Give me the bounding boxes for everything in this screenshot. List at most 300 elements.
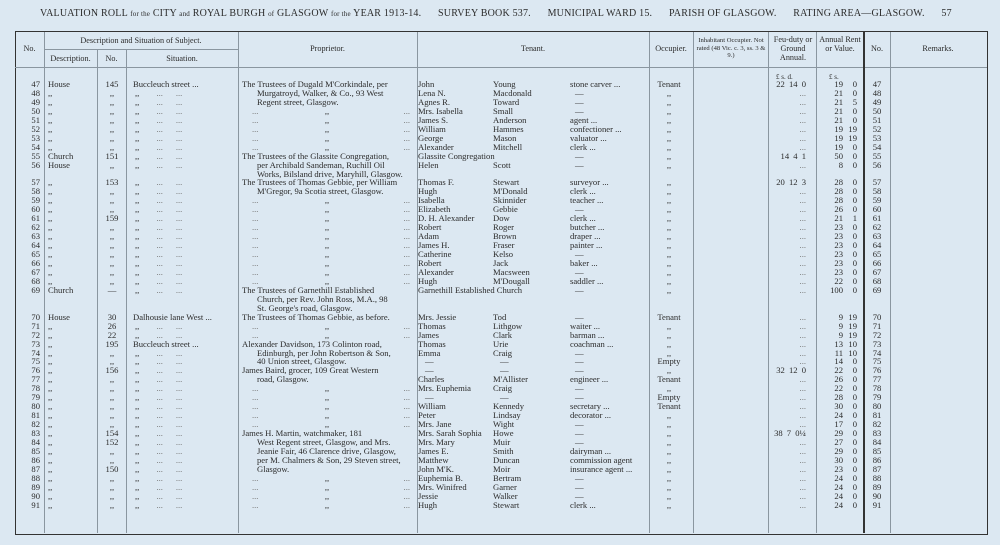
situation: ,, ... [135,357,175,366]
description: ,, [48,195,53,206]
occupier: ,, [666,383,672,394]
proprietor: per Archibald Sandeman, Ruchill Oil [257,159,385,170]
header-description-group: Description and Situation of Subject. [80,36,202,45]
street-number: ,, [109,186,115,197]
street-number: ,, [109,490,115,501]
feu-duty: ... [799,186,806,197]
tenant-surname: M'Dougall [493,275,530,286]
proprietor: ... ,, ... [242,268,412,277]
rent-pounds: 100 [830,284,843,295]
feu-duty: ... [799,374,806,385]
proprietor: James H. Martin, watchmaker, 181 [242,428,363,439]
tenant-surname: Craig [493,383,513,394]
entry-no-right: 87 [872,463,882,474]
entry-no: 62 [31,222,40,233]
tenant-first-name: Alexander [418,266,454,277]
entry-no: 52 [31,123,40,134]
tenant-surname: Young [493,79,516,89]
situation: ,, ... [135,152,175,161]
entry-no-right: 57 [872,177,882,188]
street-number: 153 [105,177,119,188]
situation: ,, ... [135,196,175,205]
tenant-surname: Mason [493,132,517,143]
rent-shillings: 0 [852,249,857,260]
entry-no: 80 [31,401,40,412]
situation: ,, ... [135,456,175,465]
tenant-surname: — [500,356,509,367]
proprietor: ... ,, ... [242,107,412,116]
rent-pounds: 23 [834,258,843,268]
description: House [48,79,70,89]
occupier: ,, [666,320,672,331]
feu-duty: ... [799,222,806,233]
proprietor: ... ,, ... [242,331,412,340]
rent-pounds: 22 [834,365,843,376]
tenant-first-name: Charles [418,374,445,385]
situation: ,, ... [135,331,175,340]
feu-duty: ... [799,204,806,215]
proprietor: ... ,, ... [242,125,412,134]
situation: ,, ... [135,322,175,331]
entry-no-right: 47 [872,79,882,89]
rent-shillings: 0 [852,159,857,170]
occupier: ,, [666,266,672,277]
tenant-first-name: George [418,132,444,143]
header-inhabitant-occupier: Inhabitant Occupier. Not rated (48 Vic. c. 3, ss. 3 & 9.) [696,37,766,59]
occupier: ,, [666,338,672,349]
description: ,, [48,240,53,251]
entry-no: 64 [31,240,40,251]
description: ,, [48,177,53,188]
street-number: 145 [105,79,119,89]
entry-no: 76 [31,365,40,376]
situation: ,, ... [135,366,175,375]
rent-pounds: 23 [834,249,843,260]
feu-duty: 38 7 0¼ [774,428,806,439]
rent-shillings: 0 [852,195,857,206]
rent-pounds: 24 [834,481,843,492]
tenant-occupation: stone carver ... [570,79,621,89]
feu-duty: ... [799,320,806,331]
proprietor: ... ,, ... [242,474,412,483]
tenant-occupation: commission agent [570,454,633,465]
situation: ,, ... [135,447,175,456]
occupier: Tenant [657,374,681,385]
rent-pounds: 13 [834,338,843,349]
proprietor: ... ,, ... [242,501,412,510]
situation: ,, ... [135,98,175,107]
tenant-first-name: Hugh [418,186,438,197]
description: ,, [48,481,53,492]
tenant-first-name: James H. [418,240,450,251]
rent-pounds: 30 [834,401,843,412]
proprietor: West Regent street, Glasgow, and Mrs. [257,437,391,447]
occupier: ,, [666,428,672,439]
situation: ,, ... [135,393,175,402]
situation: ,, ... [135,125,175,134]
tenant-surname: Moir [493,463,511,474]
rent-shillings: 0 [852,141,857,152]
situation: ,, ... [135,402,175,411]
proprietor: Works, Bilsland drive, Maryhill, Glasgow. [257,168,403,179]
situation: ,, ... [135,223,175,232]
feu-duty: ... [799,338,806,349]
rent-pounds: 21 [834,105,843,116]
rent-shillings: 0 [852,392,857,403]
rent-shillings: 0 [852,481,857,492]
feu-duty: ... [799,499,806,510]
proprietor: Alexander Davidson, 173 Colinton road, [242,338,382,349]
proprietor: The Trustees of Thomas Gebbie, as before. [242,311,390,322]
rent-pounds: 24 [834,410,843,421]
description: ,, [48,428,53,439]
tenant-occupation: — [575,96,584,107]
occupier: ,, [666,472,672,483]
municipal-ward: MUNICIPAL WARD 15. [547,8,653,19]
rent-shillings: 19 [848,320,857,331]
situation: ,, ... [135,241,175,250]
proprietor: Murgatroyd, Walker, & Co., 93 West [257,87,384,98]
situation: ,, ... [135,268,175,277]
tenant-occupation: clerk ... [570,186,596,197]
entry-no-right: 55 [872,150,882,161]
rent-shillings: 19 [848,311,857,322]
street-number: ,, [109,356,115,367]
header-proprietor: Proprietor. [310,44,345,53]
tenant-surname: Tod [493,311,507,322]
rent-pounds: 14 [834,356,843,367]
entry-no: 59 [31,195,40,206]
tenant-surname: Smith [493,445,514,456]
proprietor: M'Gregor, 9a Scotia street, Glasgow. [257,186,384,197]
description: ,, [48,329,53,340]
situation: ,, ... [135,474,175,483]
entry-no-right: 65 [872,249,882,260]
proprietor: ... ,, ... [242,143,412,152]
tenant-surname: Muir [493,437,511,447]
street-number: ,, [109,481,115,492]
tenant-first-name: Glassite Congregation [418,150,495,161]
entry-no: 70 [31,311,40,322]
street-number: ,, [109,419,115,430]
rent-shillings: 5 [852,96,857,107]
rent-pounds: 23 [834,222,843,233]
tenant-first-name: Hugh [418,275,438,286]
tenant-first-name: Thomas [418,338,446,349]
tenant-occupation: painter ... [570,240,603,251]
rent-pounds: 24 [834,490,843,501]
tenant-surname: Brown [493,231,517,242]
tenant-first-name: Adam [418,231,440,242]
situation: Dalhousie lane West ... [133,311,212,322]
occupier: ,, [666,275,672,286]
proprietor: ... ,, ... [242,384,412,393]
tenant-first-name: James E. [418,445,449,456]
rent-pounds: 19 [834,123,843,134]
occupier: ,, [666,499,672,510]
tenant-first-name: Agnes R. [418,96,450,107]
rating-area: RATING AREA—GLASGOW. [793,8,925,19]
title-main: VALUATION ROLL [40,8,128,19]
tenant-first-name: Thomas F. [418,177,455,188]
occupier: ,, [666,365,672,376]
header-situation: Situation. [166,54,198,63]
street-number: ,, [109,499,115,510]
rent-pounds: 9 [838,320,843,331]
entry-no: 53 [31,132,40,143]
entry-no-right: 51 [872,114,882,125]
tenant-surname: Gebbie [493,204,518,215]
occupier: ,, [666,222,672,233]
tenant-surname: Clark [493,329,513,340]
description: ,, [48,266,53,277]
rent-pounds: 30 [834,454,843,465]
rent-shillings: 0 [852,374,857,385]
feu-duty: 32 12 0 [776,365,806,376]
tenant-occupation: — [575,419,584,430]
situation: ,, ... [135,277,175,286]
tenant-surname: Garner [493,481,517,492]
situation: ,, ... [135,492,175,501]
page-header [40,8,952,19]
occupier: ,, [666,240,672,251]
entry-no: 56 [31,159,40,170]
feu-duty: 14 4 1 [780,150,806,161]
rent-pounds: 28 [834,186,843,197]
entry-no-right: 69 [872,284,882,295]
feu-duty: ... [799,258,806,268]
proprietor: Edinburgh, per John Robertson & Son, [257,347,391,358]
rent-pounds: 17 [834,419,843,430]
tenant-first-name: Robert [418,258,442,268]
situation: ,, ... [135,438,175,447]
feu-duty: ... [799,231,806,242]
rent-pounds: 28 [834,392,843,403]
entry-no: 81 [31,410,40,421]
entry-no: 75 [31,356,40,367]
situation: ,, ... [135,259,175,268]
street-number: ,, [109,159,115,170]
street-number: ,, [109,275,115,286]
situation: ,, ... [135,178,175,187]
entry-no-right: 70 [872,311,882,322]
tenant-first-name: William [418,401,446,412]
entry-no-right: 82 [872,419,882,430]
tenant-first-name: Catherine [418,249,452,260]
occupier: ,, [666,87,672,98]
feu-duty: ... [799,275,806,286]
entry-no-right: 91 [872,499,882,510]
description: ,, [48,141,53,152]
proprietor: ... ,, ... [242,420,412,429]
rent-pounds: 19 [834,79,843,89]
situation: Buccleuch street ... [133,338,199,349]
street-number: 26 [107,320,117,331]
tenant-occupation: dairyman ... [570,445,612,456]
rent-shillings: 0 [852,231,857,242]
rent-pounds: 11 [834,347,843,358]
tenant-surname: Small [493,105,514,116]
proprietor: ... ,, ... [242,205,412,214]
rent-units: £ s. [829,73,839,81]
situation: ,, ... [135,465,175,474]
street-number: ,, [109,105,115,116]
tenant-first-name: Helen [418,159,439,170]
feu-units: £ s. d. [776,73,793,81]
occupier: ,, [666,454,672,465]
entry-no-right: 85 [872,445,882,456]
street-number: ,, [109,383,115,394]
description: ,, [48,231,53,242]
situation: ,, ... [135,107,175,116]
tenant-occupation: — [575,204,584,215]
street-number: — [107,284,117,295]
rent-pounds: 22 [834,383,843,394]
entry-no-right: 53 [872,132,882,143]
entry-no-right: 79 [872,392,882,403]
tenant-first-name: Mrs. Jane [418,419,452,430]
tenant-surname: Lithgow [493,320,523,331]
tenant-first-name: Mrs. Isabella [418,105,463,116]
rent-shillings: 19 [848,132,857,143]
description: ,, [48,437,53,447]
tenant-occupation: — [575,437,584,447]
header-remarks: Remarks. [922,44,954,53]
page-number: 57 [941,8,952,19]
feu-duty: ... [799,132,806,143]
tenant-first-name: Mrs. Jessie [418,311,457,322]
tenant-first-name: — [425,365,434,376]
tenant-surname: Hammes [493,123,524,134]
rent-shillings: 0 [852,114,857,125]
rent-shillings: 10 [848,338,857,349]
rent-shillings: 0 [852,472,857,483]
situation: ,, ... [135,411,175,420]
situation: ,, ... [135,483,175,492]
street-number: 154 [105,428,119,439]
occupier: Empty [657,356,681,367]
situation: ,, ... [135,501,175,510]
rent-pounds: 28 [834,195,843,206]
header-no-right: No. [870,44,884,53]
tenant-occupation: teacher ... [570,195,604,206]
tenant-first-name: Mrs. Mary [418,437,455,447]
tenant-first-name: Mrs. Winifred [418,481,467,492]
tenant-surname: Dow [493,213,510,224]
occupier: ,, [666,249,672,260]
occupier: ,, [666,114,672,125]
entry-no-right: 60 [872,204,882,215]
rent-pounds: 23 [834,240,843,251]
tenant-occupation: — [575,356,584,367]
tenant-surname: Macsween [493,266,530,277]
tenant-occupation: — [575,311,584,322]
feu-duty: 20 12 3 [776,177,806,188]
occupier: ,, [666,132,672,143]
rent-pounds: 21 [834,114,843,125]
title-part: ROYAL BURGH [192,8,266,19]
entry-no: 77 [31,374,40,385]
rent-shillings: 0 [852,454,857,465]
tenant-occupation: engineer ... [570,374,609,385]
street-number: ,, [109,195,115,206]
feu-duty: ... [799,96,806,107]
tenant-first-name: D. H. Alexander [418,213,475,224]
street-number: 159 [105,213,119,224]
tenant-occupation: — [575,490,584,501]
rent-shillings: 0 [852,79,857,89]
entry-no-right: 81 [872,410,882,421]
entry-no-right: 84 [872,437,882,447]
feu-duty: ... [799,410,806,421]
entry-no: 88 [31,472,40,483]
occupier: Empty [657,392,681,403]
feu-duty: ... [799,284,806,295]
rent-pounds: 19 [834,132,843,143]
entry-no-right: 68 [872,275,882,286]
title-part: for the [130,10,151,18]
street-number: 156 [105,365,119,376]
street-number: ,, [109,87,115,98]
proprietor: ... ,, ... [242,250,412,259]
entry-no: 54 [31,141,40,152]
street-number: ,, [109,222,115,233]
description: ,, [48,410,53,421]
tenant-occupation: — [575,159,584,170]
rent-shillings: 19 [848,123,857,134]
occupier: ,, [666,213,672,224]
entry-no-right: 88 [872,472,882,483]
entry-no: 83 [31,428,40,439]
tenant-occupation: saddler ... [570,275,604,286]
entry-no: 78 [31,383,40,394]
rent-pounds: 23 [834,463,843,474]
occupier: ,, [666,159,672,170]
tenant-first-name: Hugh [418,499,438,510]
description: House [48,159,70,170]
situation: ,, ... [135,116,175,125]
tenant-occupation: — [575,392,584,403]
proprietor: 40 Union street, Glasgow. [257,356,347,367]
occupier: ,, [666,258,672,268]
tenant-first-name: — [425,356,434,367]
entry-no-right: 77 [872,374,882,385]
tenant-occupation: — [575,383,584,394]
tenant-first-name: Lena N. [418,87,446,98]
entry-no: 50 [31,105,40,116]
tenant-occupation: baker ... [570,258,598,268]
entry-no-right: 73 [872,338,882,349]
entry-no: 67 [31,266,40,277]
feu-duty: ... [799,472,806,483]
tenant-surname: Urie [493,338,509,349]
entry-no-right: 63 [872,231,882,242]
tenant-first-name: Emma [418,347,441,358]
description: ,, [48,490,53,501]
occupier: ,, [666,195,672,206]
entry-no-right: 76 [872,365,882,376]
occupier: Tenant [657,401,681,412]
tenant-surname: Skinnider [493,195,527,206]
tenant-surname: Wight [493,419,515,430]
feu-duty: ... [799,240,806,251]
occupier: ,, [666,419,672,430]
entry-no-right: 48 [872,87,882,98]
description: ,, [48,132,53,143]
feu-duty: ... [799,159,806,170]
tenant-occupation: confectioner ... [570,123,622,134]
entry-no-right: 64 [872,240,882,251]
